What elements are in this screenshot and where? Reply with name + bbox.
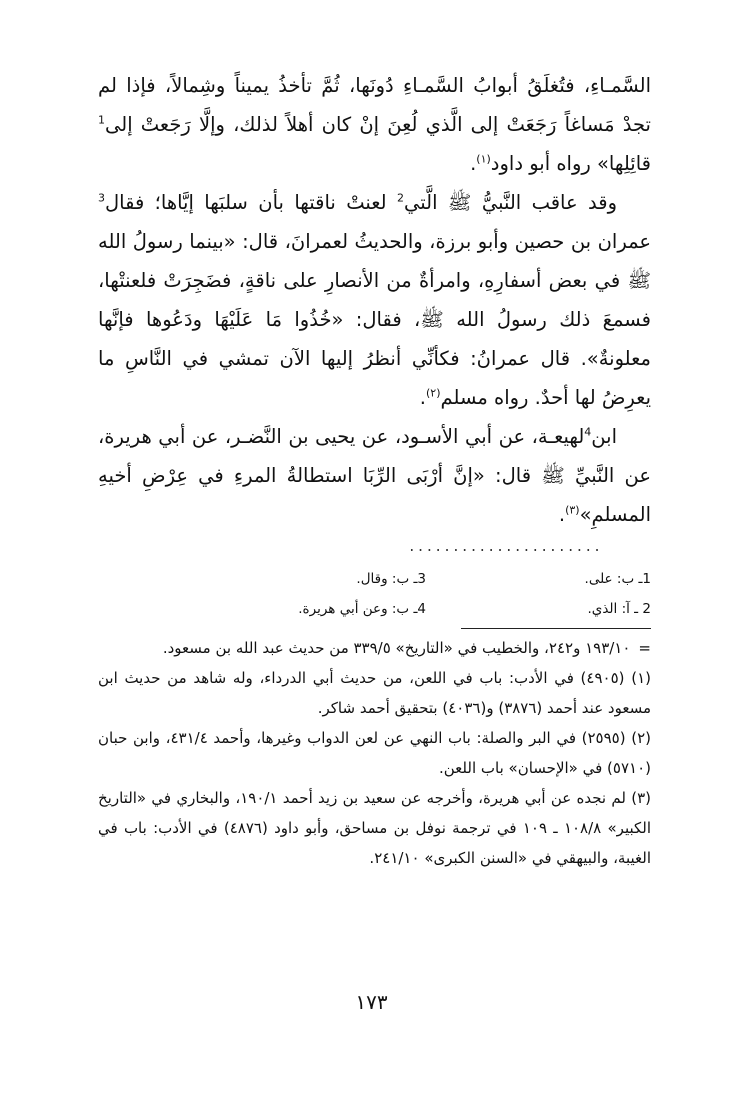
footnote-1-text: (٤٩٠٥) في الأدب: باب في اللعن، من حديث أبي الدرداء، وله شاهد من حديث ابن مسعود عند أحمد (٣٨٧٦) و(٤٠٣٦) بتحقيق أحمد شاكر. (98, 669, 651, 717)
paragraph-2-text-c: عمران بن حصين وأبو برزة، والحديثُ لعمرانَ، قال: «بينما رسولُ الله ﷺ في بعض أسفارِهِ، وامرأةٌ من الأنصارِ على ناقةٍ، فضَجِرَتْ فلعنتْها، فسمعَ ذلك رسولُ الله ﷺ، فقال: «خُذُوا مَا عَلَيْهَا ودَعُوها فإنَّها معلونةٌ». قال عمرانُ: فكأنِّي أنظرُ إليها الآن تمشي في النَّاسِ ما يعرِضُ لها أحدٌ. رواه مسلم (98, 230, 651, 409)
footnote-2-number: (٢) (631, 729, 651, 747)
footnote-rule (461, 628, 651, 629)
paragraph-1-end: قائِلِها» رواه أبو داود (490, 152, 651, 175)
paragraph-3 (98, 417, 651, 534)
variant-note-3: 3ـ ب: وقال. (356, 571, 426, 587)
variant-note-1: 1ـ ب: على. (584, 571, 651, 587)
paragraph-2 (98, 183, 651, 417)
footnote-3-text: لم نجده عن أبي هريرة، وأخرجه عن سعيد بن زيد أحمد ١٩٠/١، والبخاري في «التاريخ الكبير» ١٠٨/٨ ـ ١٠٩ في ترجمة نوفل بن مساحق، وأبو داود (٤٨٧٦) في الأدب: باب في الغيبة، والبيهقي في «السنن الكبرى» ٢٤١/١٠. (98, 789, 652, 867)
footnote-ref-1: (١) (476, 152, 491, 166)
footnote-continuation (98, 633, 651, 663)
paragraph-1-stop: . (470, 152, 477, 175)
variant-note-4: 4ـ ب: وعن أبي هريرة. (298, 601, 426, 617)
page-number: ١٧٣ (355, 990, 388, 1014)
footnote-2 (98, 723, 651, 783)
footnote-2-text: (٢٥٩٥) في البر والصلة: باب النهي عن لعن الدواب وغيرها، وأحمد ٤٣١/٤، وابن حبان (٥٧١٠) في «الإحسان» باب اللعن. (98, 729, 651, 777)
paragraph-3-stop: . (558, 503, 566, 526)
variants-separator: ...................... (407, 540, 602, 555)
paragraph-3-text-b: لهيعـة، عن أبي الأسـود، عن يحيى بن النَّضـر، عن أبي هريرة، عن النَّبيِّ ﷺ قال: «إنَّ أرْبَى الرِّبَا استطالةُ المرءِ في عِرْضِ أخيهِ المسلمِ» (98, 425, 651, 526)
variant-marker-4: 4 (584, 425, 592, 439)
continuation-text: ١٩٣/١٠ و٢٤٢، والخطيب في «التاريخ» ٣٣٩/٥ من حديث عبد الله بن مسعود. (162, 639, 631, 657)
variant-marker-2: 2 (397, 191, 404, 205)
footnote-ref-2: (٢) (426, 386, 441, 400)
footnote-ref-3: (٣) (565, 503, 580, 517)
variant-marker-1: 1 (98, 113, 105, 127)
paragraph-1 (98, 66, 651, 183)
main-text (98, 66, 651, 534)
paragraph-1-text: السَّمـاءِ، فتُغلَقُ أبوابُ السَّمـاءِ دُونَها، ثُمَّ تأخذُ يميناً وشِمالاً، فإذا لم تجدْ مَساغاً رَجَعَتْ إلى الَّذي لُعِنَ إنْ كان أهلاً لذلك، وإلَّا رَجَعتْ إلى (98, 74, 651, 136)
footnote-1 (98, 663, 651, 723)
variant-note-2: 2 ـ آ: الذي. (587, 601, 651, 617)
continuation-mark: = (638, 639, 651, 657)
paragraph-2-text-b: لعنتْ ناقتها بأن سلبَها إيَّاها؛ فقال (105, 191, 387, 214)
variant-marker-3: 3 (98, 191, 105, 205)
paragraph-3-text-a: ابن (591, 425, 617, 448)
footnote-3 (98, 783, 651, 873)
footnote-1-number: (١) (631, 669, 651, 687)
footnotes (98, 633, 651, 873)
paragraph-2-stop: . (419, 386, 426, 409)
footnote-3-number: (٣) (631, 789, 651, 807)
paragraph-2-text-a: وقد عاقب النَّبيُّ ﷺ الَّتي (404, 191, 617, 214)
